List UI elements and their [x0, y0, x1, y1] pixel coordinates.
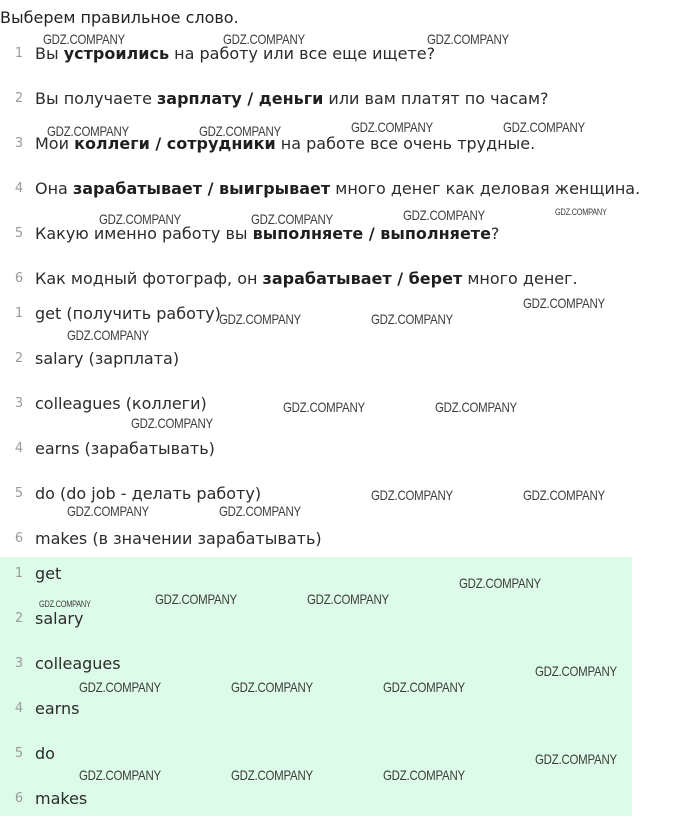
watermark: GDZ.COMPANY — [535, 751, 617, 767]
sentence-fragment: ? — [490, 224, 500, 243]
watermark: GDZ.COMPANY — [555, 207, 607, 217]
watermark: GDZ.COMPANY — [383, 679, 465, 695]
item-number: 4 — [14, 181, 24, 196]
watermark: GDZ.COMPANY — [39, 599, 91, 609]
item-text: get — [35, 564, 62, 583]
watermark: GDZ.COMPANY — [371, 487, 453, 503]
watermark: GDZ.COMPANY — [283, 399, 365, 415]
watermark: GDZ.COMPANY — [371, 311, 453, 327]
answer-choice: коллеги / сотрудники — [74, 134, 276, 153]
sentence-fragment: Вы — [35, 44, 64, 63]
watermark: GDZ.COMPANY — [67, 327, 149, 343]
watermark: GDZ.COMPANY — [523, 295, 605, 311]
sentence-fragment: много денег как деловая женщина. — [330, 179, 641, 198]
explanation-row — [0, 348, 632, 393]
watermark: GDZ.COMPANY — [435, 399, 517, 415]
watermark: GDZ.COMPANY — [79, 767, 161, 783]
watermark: GDZ.COMPANY — [403, 207, 485, 223]
item-text: colleagues — [35, 654, 121, 673]
item-number: 1 — [14, 306, 24, 321]
item-number: 2 — [14, 351, 24, 366]
answer-choice: устроились — [63, 44, 170, 63]
watermark: GDZ.COMPANY — [523, 487, 605, 503]
sentence-fragment: Она — [35, 179, 73, 198]
watermark: GDZ.COMPANY — [307, 591, 389, 607]
item-text: earns (зарабатывать) — [35, 439, 215, 458]
item-number: 3 — [14, 136, 24, 151]
watermark: GDZ.COMPANY — [223, 31, 305, 47]
item-number: 2 — [14, 611, 24, 626]
watermark: GDZ.COMPANY — [459, 575, 541, 591]
item-text: makes — [35, 789, 88, 808]
item-text: get (получить работу) — [35, 304, 221, 323]
watermark: GDZ.COMPANY — [535, 663, 617, 679]
answer-choice: выполняете / выполняете — [252, 224, 491, 243]
item-number: 1 — [14, 566, 24, 581]
item-number: 5 — [14, 486, 24, 501]
item-number: 4 — [14, 701, 24, 716]
watermark: GDZ.COMPANY — [155, 591, 237, 607]
watermark: GDZ.COMPANY — [231, 679, 313, 695]
sentence-fragment: Вы получаете — [35, 89, 157, 108]
explanation-row — [0, 438, 632, 483]
sentence-fragment: Как модный фотограф, он — [35, 269, 263, 288]
item-text: salary — [35, 609, 84, 628]
sentence-fragment: на работу или все еще ищете? — [169, 44, 436, 63]
answer-choice: зарабатывает / выигрывает — [72, 179, 331, 198]
watermark: GDZ.COMPANY — [79, 679, 161, 695]
item-number: 3 — [14, 656, 24, 671]
watermark: GDZ.COMPANY — [231, 767, 313, 783]
item-text: do — [35, 744, 55, 763]
item-text — [35, 88, 549, 110]
item-number: 6 — [14, 791, 24, 806]
answer-choice: зарабатывает / берет — [262, 269, 463, 288]
item-number: 3 — [14, 396, 24, 411]
item-text — [35, 178, 640, 200]
watermark: GDZ.COMPANY — [351, 119, 433, 135]
item-number: 5 — [14, 746, 24, 761]
question-row — [0, 43, 632, 88]
item-number: 5 — [14, 226, 24, 241]
answer-row — [0, 608, 632, 653]
sentence-fragment: или вам платят по часам? — [323, 89, 549, 108]
item-text — [35, 268, 578, 290]
watermark: GDZ.COMPANY — [383, 767, 465, 783]
intro-text: Выберем правильное слово. — [0, 8, 239, 27]
item-text: makes (в значении зарабатывать) — [35, 529, 322, 548]
watermark: GDZ.COMPANY — [199, 123, 281, 139]
answer-choice: зарплату / деньги — [157, 89, 324, 108]
item-number: 6 — [14, 271, 24, 286]
answer-row — [0, 788, 632, 833]
watermark: GDZ.COMPANY — [251, 211, 333, 227]
item-text: colleagues (коллеги) — [35, 394, 207, 413]
watermark: GDZ.COMPANY — [99, 211, 181, 227]
watermark: GDZ.COMPANY — [67, 503, 149, 519]
item-text: earns — [35, 699, 80, 718]
answer-row — [0, 698, 632, 743]
watermark: GDZ.COMPANY — [131, 415, 213, 431]
item-number: 1 — [14, 46, 24, 61]
watermark: GDZ.COMPANY — [43, 31, 125, 47]
sentence-fragment: на работе все очень трудные. — [275, 134, 536, 153]
watermark: GDZ.COMPANY — [47, 123, 129, 139]
item-text: do (do job - делать работу) — [35, 484, 262, 503]
watermark: GDZ.COMPANY — [219, 503, 301, 519]
question-row — [0, 223, 632, 268]
item-text: salary (зарплата) — [35, 349, 180, 368]
watermark: GDZ.COMPANY — [427, 31, 509, 47]
question-row — [0, 133, 632, 178]
item-number: 6 — [14, 531, 24, 546]
sentence-fragment: Какую именно работу вы — [35, 224, 253, 243]
sentence-fragment: много денег. — [462, 269, 578, 288]
item-number: 4 — [14, 441, 24, 456]
sentence-fragment: Мои — [35, 134, 75, 153]
item-number: 2 — [14, 91, 24, 106]
watermark: GDZ.COMPANY — [219, 311, 301, 327]
watermark: GDZ.COMPANY — [503, 119, 585, 135]
